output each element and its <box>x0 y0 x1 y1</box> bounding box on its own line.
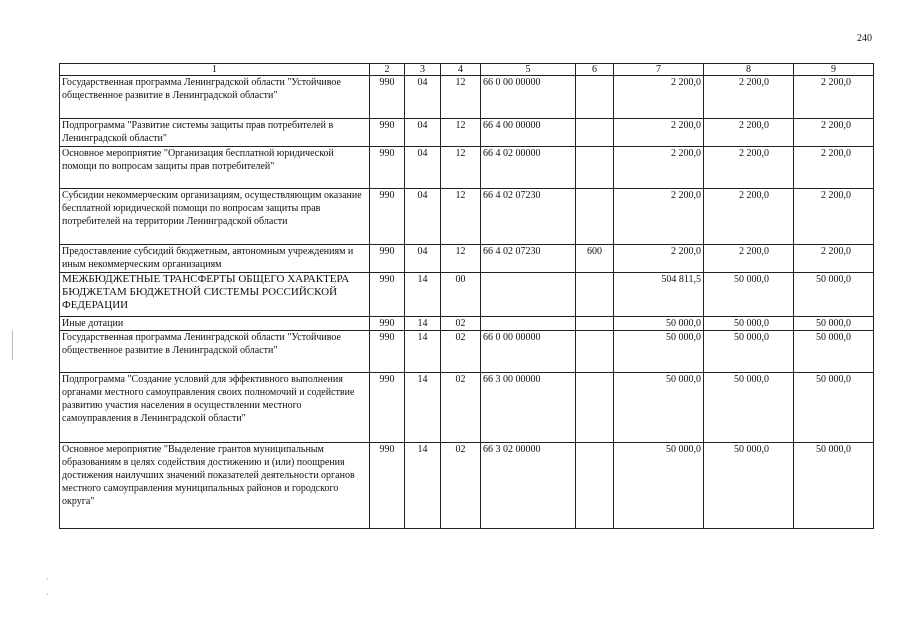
table-row <box>60 119 874 147</box>
row-year2: 50 000,0 <box>704 317 794 331</box>
table-row <box>60 273 874 317</box>
row-name: Государственная программа Ленинградской области "Устойчивое общественное развитие в Ленинградской области" <box>60 331 370 373</box>
row-grbs: 990 <box>370 76 405 119</box>
row-pr: 00 <box>441 273 481 317</box>
row-target <box>481 273 576 317</box>
row-year1: 50 000,0 <box>614 331 704 373</box>
row-year2: 2 200,0 <box>704 245 794 273</box>
row-target: 66 4 02 07230 <box>481 245 576 273</box>
table-row <box>60 147 874 189</box>
header-cell-vr: 6 <box>576 64 614 76</box>
row-year3: 50 000,0 <box>794 317 874 331</box>
row-name: Субсидии некоммерческим организациям, осуществляющим оказание бесплатной юридической помощи по вопросам защиты прав потребителей на территории Ленинградской области <box>60 189 370 245</box>
row-vr: 600 <box>576 245 614 273</box>
row-vr <box>576 443 614 529</box>
row-rz: 14 <box>405 331 441 373</box>
row-pr: 02 <box>441 331 481 373</box>
row-pr: 12 <box>441 189 481 245</box>
row-name: Подпрограмма "Развитие системы защиты прав потребителей в Ленинградской области" <box>60 119 370 147</box>
row-target: 66 4 00 00000 <box>481 119 576 147</box>
row-grbs: 990 <box>370 119 405 147</box>
table-row <box>60 76 874 119</box>
row-rz: 04 <box>405 245 441 273</box>
row-year2: 50 000,0 <box>704 331 794 373</box>
row-vr <box>576 373 614 443</box>
header-cell-name: 1 <box>60 64 370 76</box>
row-pr: 12 <box>441 147 481 189</box>
row-target <box>481 317 576 331</box>
budget-table <box>59 63 874 529</box>
header-cell-year3: 9 <box>794 64 874 76</box>
row-name: Подпрограмма "Создание условий для эффективного выполнения органами местного самоуправления своих полномочий и содействие развитию участия населения в осуществлении местного самоуправления в Ленинградской области" <box>60 373 370 443</box>
table-row <box>60 189 874 245</box>
row-year3: 2 200,0 <box>794 76 874 119</box>
row-rz: 14 <box>405 317 441 331</box>
row-year2: 2 200,0 <box>704 189 794 245</box>
row-year3: 50 000,0 <box>794 273 874 317</box>
row-year2: 50 000,0 <box>704 273 794 317</box>
row-year1: 50 000,0 <box>614 443 704 529</box>
row-rz: 04 <box>405 147 441 189</box>
row-vr <box>576 317 614 331</box>
row-target: 66 4 02 07230 <box>481 189 576 245</box>
row-year2: 50 000,0 <box>704 443 794 529</box>
scan-artifact-mark: · <box>46 575 49 584</box>
scan-artifact-mark: · <box>46 590 49 599</box>
table-row <box>60 331 874 373</box>
table-row <box>60 245 874 273</box>
table-row <box>60 373 874 443</box>
row-rz: 14 <box>405 373 441 443</box>
row-year1: 2 200,0 <box>614 189 704 245</box>
row-grbs: 990 <box>370 245 405 273</box>
row-name: Иные дотации <box>60 317 370 331</box>
row-grbs: 990 <box>370 147 405 189</box>
row-grbs: 990 <box>370 373 405 443</box>
row-year1: 2 200,0 <box>614 76 704 119</box>
page-number: 240 <box>857 33 872 44</box>
row-pr: 02 <box>441 373 481 443</box>
row-target: 66 0 00 00000 <box>481 76 576 119</box>
row-rz: 04 <box>405 119 441 147</box>
table-row <box>60 317 874 331</box>
row-year3: 2 200,0 <box>794 147 874 189</box>
row-pr: 12 <box>441 245 481 273</box>
row-vr <box>576 147 614 189</box>
header-cell-year2: 8 <box>704 64 794 76</box>
header-cell-grbs: 2 <box>370 64 405 76</box>
row-vr <box>576 273 614 317</box>
row-rz: 14 <box>405 443 441 529</box>
row-grbs: 990 <box>370 189 405 245</box>
row-name: Основное мероприятие "Выделение грантов муниципальным образованиям в целях содействия достижению и (или) поощрения достижения наилучших значений показателей деятельности органов местного самоуправления муниципальных районов и городского округа" <box>60 443 370 529</box>
row-rz: 04 <box>405 76 441 119</box>
row-pr: 02 <box>441 317 481 331</box>
row-year3: 50 000,0 <box>794 373 874 443</box>
row-target: 66 4 02 00000 <box>481 147 576 189</box>
row-pr: 12 <box>441 76 481 119</box>
row-year2: 2 200,0 <box>704 76 794 119</box>
row-year1: 504 811,5 <box>614 273 704 317</box>
table-row <box>60 443 874 529</box>
row-name: МЕЖБЮДЖЕТНЫЕ ТРАНСФЕРТЫ ОБЩЕГО ХАРАКТЕРА БЮДЖЕТАМ БЮДЖЕТНОЙ СИСТЕМЫ РОССИЙСКОЙ ФЕДЕРАЦИИ <box>60 273 370 317</box>
header-cell-year1: 7 <box>614 64 704 76</box>
row-year1: 2 200,0 <box>614 147 704 189</box>
row-name: Предоставление субсидий бюджетным, автономным учреждениям и иным некоммерческим организациям <box>60 245 370 273</box>
row-target: 66 3 02 00000 <box>481 443 576 529</box>
row-rz: 14 <box>405 273 441 317</box>
row-year2: 50 000,0 <box>704 373 794 443</box>
row-pr: 12 <box>441 119 481 147</box>
row-target: 66 3 00 00000 <box>481 373 576 443</box>
row-year3: 50 000,0 <box>794 443 874 529</box>
row-name: Основное мероприятие "Организация бесплатной юридической помощи по вопросам защиты прав потребителей" <box>60 147 370 189</box>
row-year2: 2 200,0 <box>704 147 794 189</box>
header-cell-pr: 4 <box>441 64 481 76</box>
row-name: Государственная программа Ленинградской области "Устойчивое общественное развитие в Ленинградской области" <box>60 76 370 119</box>
row-year1: 50 000,0 <box>614 373 704 443</box>
row-target: 66 0 00 00000 <box>481 331 576 373</box>
row-vr <box>576 189 614 245</box>
row-pr: 02 <box>441 443 481 529</box>
header-cell-rz: 3 <box>405 64 441 76</box>
row-grbs: 990 <box>370 317 405 331</box>
row-year1: 2 200,0 <box>614 245 704 273</box>
scan-artifact-line <box>12 330 13 360</box>
row-grbs: 990 <box>370 331 405 373</box>
row-year3: 2 200,0 <box>794 189 874 245</box>
row-vr <box>576 331 614 373</box>
table-header-row <box>60 64 874 76</box>
row-year1: 50 000,0 <box>614 317 704 331</box>
row-year3: 50 000,0 <box>794 331 874 373</box>
row-grbs: 990 <box>370 443 405 529</box>
row-rz: 04 <box>405 189 441 245</box>
header-cell-target: 5 <box>481 64 576 76</box>
row-vr <box>576 76 614 119</box>
row-year3: 2 200,0 <box>794 245 874 273</box>
row-year3: 2 200,0 <box>794 119 874 147</box>
row-year2: 2 200,0 <box>704 119 794 147</box>
row-grbs: 990 <box>370 273 405 317</box>
row-year1: 2 200,0 <box>614 119 704 147</box>
row-vr <box>576 119 614 147</box>
